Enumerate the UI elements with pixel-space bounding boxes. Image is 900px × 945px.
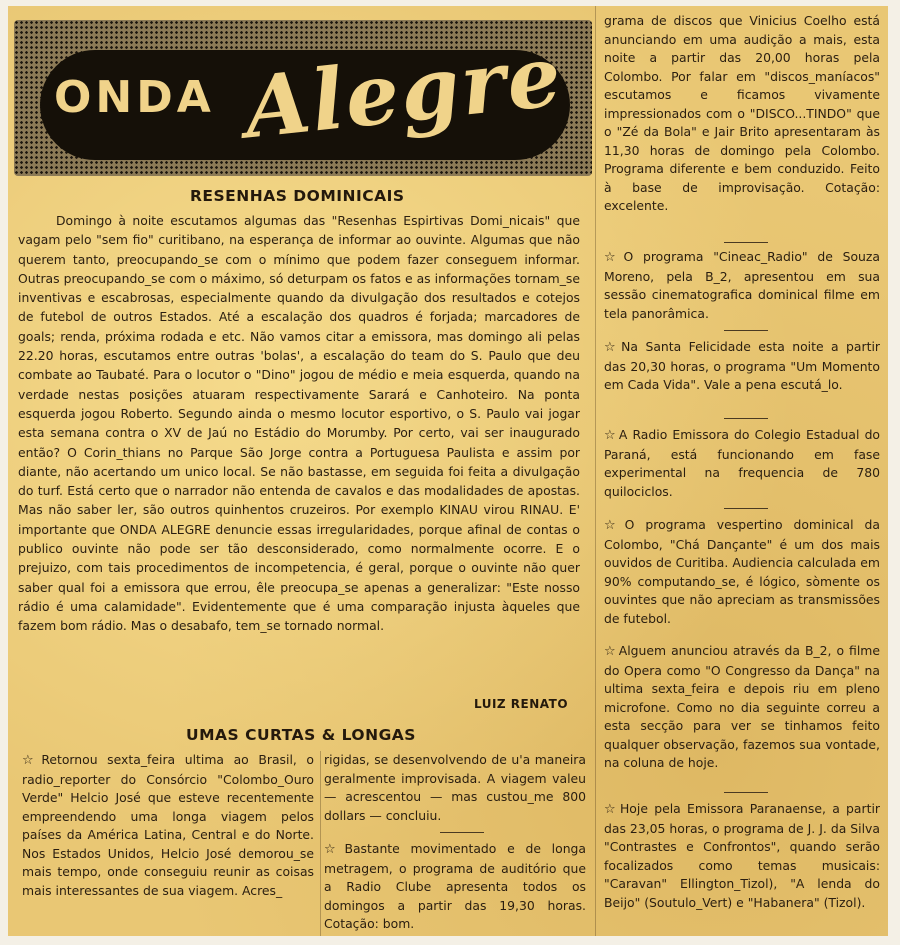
right-item-2-text: Na Santa Felicidade esta noite a partir das 20,30 horas, o programa "Um Momento em Cada Vida". Vale a pena escutá_lo. — [604, 339, 880, 392]
divider — [440, 832, 484, 833]
right-item-5-text: Alguem anunciou através da B_2, o filme do Opera como "O Congresso da Dança" na ultima sexta_feira e depois riu em pleno microfone. Como no dia seguinte correu a esta secção para ver se tinhamos feito qualquer observação, fazemos sua vontade, na coluna de hoje. — [604, 643, 880, 770]
newspaper-clipping — [8, 6, 888, 936]
right-item-3-text: A Radio Emissora do Colegio Estadual do Paraná, está funcionando em fase experimental na frequencia de 780 quilociclos. — [604, 427, 880, 499]
right-item-5 — [604, 642, 880, 788]
divider — [724, 508, 768, 509]
star-icon: ☆ — [22, 753, 40, 768]
curtas-item-2-text: Bastante movimentado e de longa metragem, o programa de auditório que a Radio Clube apresenta todos os domingos a partir das 19,30 horas. Cotação: bom. — [324, 841, 586, 931]
curtas-item-1-continued: rigidas, se desenvolvendo de u'a maneira geralmente improvisada. A viagem valeu — acrescentou — mas custou_me 800 dollars — concluiu. — [324, 752, 586, 823]
resenhas-title: RESENHAS DOMINICAIS — [190, 187, 405, 205]
divider — [724, 242, 768, 243]
column-rule-bottom — [320, 751, 321, 936]
right-item-1-text: O programa "Cineac_Radio" de Souza Moreno, pela B_2, apresentou em sua sessão cinematografica dominical filme em tela panorâmica. — [604, 249, 880, 321]
divider — [724, 330, 768, 331]
curtas-item-2 — [324, 840, 586, 932]
resenhas-body: Domingo à noite escutamos algumas das "Resenhas Espirtivas Domi_nicais" que vagam pelo "sem fio" curitibano, na esperança de informar ao ouvinte. Algumas que não querem tanto, preocupando_se com o mínimo que podem fazer conseguem informar. Outras preocupando_se com o máximo, só deturpam os fatos e as informações tornam_se inventivas e escabrosas, especialmente quando da divulgação dos resultados e cotejos de futebol de outros Estados. Até a escalação dos quadros é forjada; marcadores de goals; renda, próxima rodada e etc. Não vamos citar a emissora, mas domingo ali pelas 22.20 horas, escutamos entre outras 'bolas', a escalação do team do S. Paulo que deu combate ao Taubaté. Para o locutor o "Dino" jogou de médio e meia esquerda, quando na verdade nestas posições atuaram respectivamente Sarará e Canhoteiro. Na ponta esquerda jogou Roberto. Segundo ainda o mesmo locutor esportivo, o S. Paulo vai jogar esta semana contra o XV de Jaú no Estádio do Morumby. Por certo, vai ser inaugurado então? O Corin_thians no Parque São Jorge contra a Portuguesa Paulista e assim por diante, não acertando um unico local. Se não bastasse, em seguida foi feita a divulgação do turf. Está certo que o narrador não entenda de cavalos e das modalidades de apostas. Mas não saber ler, são outros quinhentos cruzeiros. Por exemplo KINAU virou RINAU. E' importante que ONDA ALEGRE denuncie essas irregularidades, porque afinal de contas o publico ouvinte não pode ser tão desconsiderado, como normalmente ocorre. E o prejuizo, com tais procedimentos de incompetencia, é geral, porque o ouvinte não quer saber qual foi a emissora que errou, êle preocupa_se apenas a generalizar: "Este nosso rádio é uma calamidade". Evidentemente que é uma comparação injusta àqueles que fazem bom rádio. Mas o desabafo, tem_se tornado normal. — [18, 213, 580, 634]
star-icon: ☆ — [604, 644, 617, 659]
resenhas-signature: LUIZ RENATO — [474, 697, 569, 711]
right-item-2 — [604, 338, 880, 412]
star-icon: ☆ — [604, 340, 620, 355]
onda-alegre-banner — [14, 20, 592, 176]
star-icon: ☆ — [604, 250, 622, 265]
right-item-6-text: Hoje pela Emissora Paranaense, a partir das 23,05 horas, o programa de J. J. da Silva "Contrastes e Confrontos", quando serão focalizados como temas musicais: "Caravan" Ellington_Tizol), "A lenda do Beijo" (Soutulo_Vert) e "Habanera" (Tizol). — [604, 801, 880, 910]
curtas-title: UMAS CURTAS & LONGAS — [186, 726, 416, 744]
star-icon: ☆ — [604, 428, 617, 443]
divider — [724, 792, 768, 793]
star-icon: ☆ — [324, 842, 343, 857]
curtas-item-1 — [22, 751, 314, 931]
divider — [724, 418, 768, 419]
banner-word-onda: ONDA — [54, 72, 215, 123]
banner-word-alegre: Alegre — [239, 25, 568, 158]
right-item-4 — [604, 516, 880, 646]
column-rule-right — [595, 6, 596, 936]
star-icon: ☆ — [604, 802, 618, 817]
right-item-4-text: O programa vespertino dominical da Colombo, "Chá Dançante" é um dos mais ouvidos de Curitiba. Audiencia calculada em 90% computando_se, é lógico, sòmente os ouvintes que não apreciam as transmissões de futebol. — [604, 517, 880, 626]
right-item-6 — [604, 800, 880, 932]
right-item-3 — [604, 426, 880, 500]
star-icon: ☆ — [604, 518, 623, 533]
curtas-item-1-text: Retornou sexta_feira ultima ao Brasil, o radio_reporter do Consórcio "Colombo_Ouro Verde" Helcio José que esteve recentemente empreendendo uma longa viagem pelos países da América Latina, Central e do Norte. Nos Estados Unidos, Helcio José demorou_se mais tempo, onde conseguiu reunir as coisas mais interessantes de sua viagem. Acres_ — [22, 752, 314, 898]
right-item-0: grama de discos que Vinicius Coelho está anunciando em uma audição a mais, esta noite a partir das 20,00 horas pela Colombo. Por falar em "discos_maníacos" escutamos e ficamos vivamente impressionados com o "DISCO...TINDO" que o "Zé da Bola" e Jair Brito apresentaram às 11,30 horas de domingo pela Colombo. Programa diferente e bem conduzido. Feito à base de improvisação. Cotação: excelente. — [604, 13, 880, 213]
right-item-1 — [604, 248, 880, 322]
